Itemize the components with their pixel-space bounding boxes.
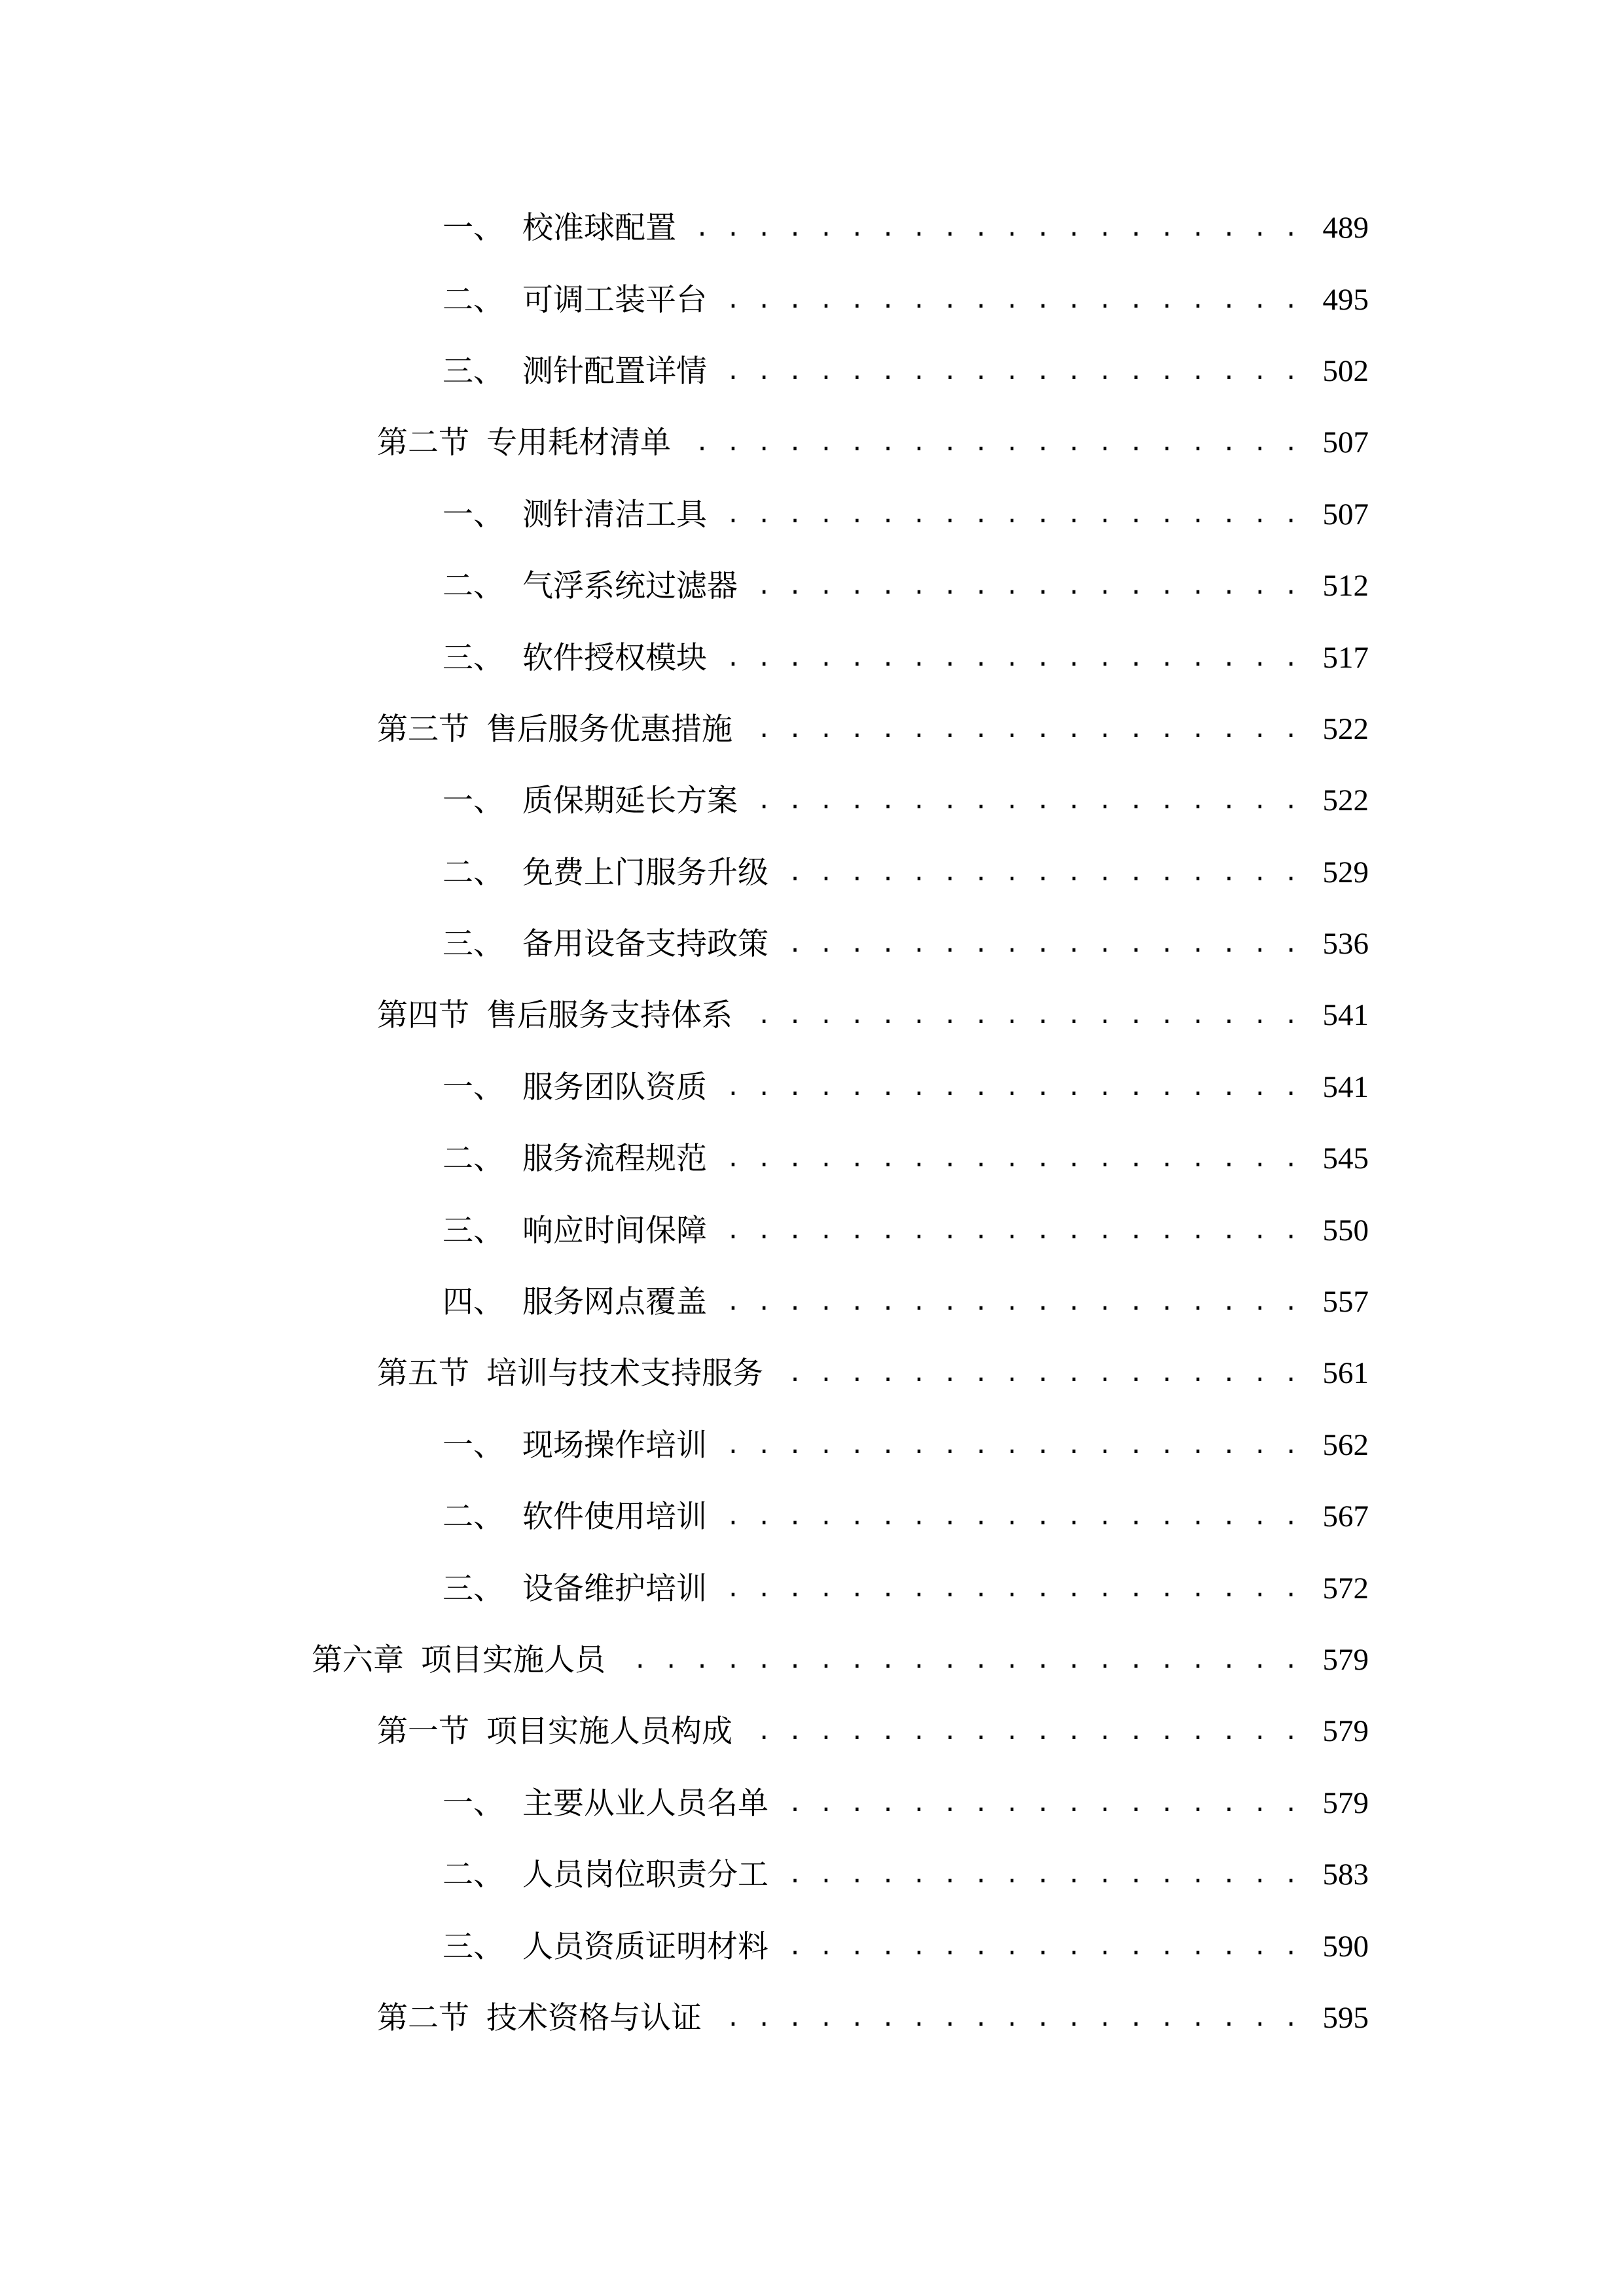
toc-entry-page-number: 507 (1322, 497, 1369, 531)
toc-entry-page-number: 595 (1322, 2000, 1369, 2035)
toc-entry-item[interactable] (0, 192, 1624, 264)
toc-entry-section[interactable] (0, 407, 1624, 478)
toc-entry-title: 主要从业人员名单 (522, 1785, 768, 1821)
toc-dot-leader (771, 1358, 1299, 1389)
toc-entry-page-number: 583 (1322, 1857, 1369, 1892)
toc-entry-page-number: 522 (1322, 783, 1369, 818)
toc-entry-title: 免费上门服务升级 (522, 854, 768, 891)
toc-entry-title: 服务团队资质 (522, 1069, 707, 1105)
toc-entry-number: 二、 (442, 1857, 504, 1893)
toc-entry-title: 服务网点覆盖 (522, 1284, 707, 1321)
toc-entry-title: 测针清洁工具 (522, 496, 707, 533)
toc-entry-page-number: 562 (1322, 1427, 1369, 1462)
toc-entry-item[interactable] (0, 1123, 1624, 1194)
toc-entry-number: 一、 (442, 210, 504, 247)
toc-entry-item[interactable] (0, 336, 1624, 407)
toc-entry-number: 第三节 (377, 711, 469, 747)
toc-entry-number: 三、 (442, 639, 504, 676)
toc-dot-leader (715, 1430, 1299, 1461)
toc-entry-number: 三、 (442, 926, 504, 963)
toc-entry-number: 三、 (442, 1928, 504, 1965)
toc-entry-number: 二、 (442, 1141, 504, 1177)
toc-entry-section[interactable] (0, 980, 1624, 1051)
toc-entry-page-number: 561 (1322, 1356, 1369, 1391)
toc-entry-number: 第二节 (377, 425, 469, 461)
toc-entry-section[interactable] (0, 694, 1624, 765)
toc-entry-page-number: 579 (1322, 1785, 1369, 1820)
toc-dot-leader (679, 427, 1299, 458)
toc-entry-title: 可调工装平台 (522, 281, 707, 318)
toc-dot-leader (613, 1645, 1299, 1676)
toc-dot-leader (746, 571, 1299, 601)
toc-dot-leader (715, 1143, 1299, 1174)
toc-entry-title: 售后服务优惠措施 (486, 711, 732, 747)
toc-dot-leader (740, 1716, 1299, 1747)
toc-dot-leader (776, 1788, 1299, 1819)
toc-entry-number: 第六章 (312, 1642, 404, 1678)
toc-entry-number: 一、 (442, 1427, 504, 1463)
toc-entry-number: 四、 (442, 1284, 504, 1321)
toc-entry-number: 二、 (442, 1499, 504, 1535)
toc-dot-leader (776, 929, 1299, 960)
toc-entry-number: 第一节 (377, 1713, 469, 1750)
table-of-contents (0, 192, 1624, 2054)
toc-entry-title: 气浮系统过滤器 (522, 568, 738, 605)
toc-entry-number: 一、 (442, 1069, 504, 1105)
toc-entry-number: 第五节 (377, 1355, 469, 1392)
toc-entry-page-number: 489 (1322, 211, 1369, 245)
toc-entry-item[interactable] (0, 1552, 1624, 1624)
toc-entry-page-number: 557 (1322, 1285, 1369, 1319)
toc-entry-item[interactable] (0, 837, 1624, 908)
toc-entry-title: 设备维护培训 (522, 1570, 707, 1607)
toc-entry-section[interactable] (0, 1982, 1624, 2054)
toc-entry-item[interactable] (0, 1910, 1624, 1982)
toc-entry-item[interactable] (0, 1194, 1624, 1266)
toc-entry-number: 一、 (442, 496, 504, 533)
toc-entry-item[interactable] (0, 264, 1624, 335)
toc-dot-leader (715, 285, 1299, 315)
toc-entry-section[interactable] (0, 1338, 1624, 1409)
toc-entry-page-number: 550 (1322, 1213, 1369, 1247)
toc-dot-leader (715, 1573, 1299, 1604)
toc-entry-page-number: 572 (1322, 1571, 1369, 1605)
toc-dot-leader (740, 714, 1299, 745)
toc-entry-item[interactable] (0, 1768, 1624, 1839)
toc-entry-title: 备用设备支持政策 (522, 926, 768, 963)
toc-entry-title: 技术资格与认证 (486, 2000, 702, 2036)
toc-entry-title: 项目实施人员构成 (486, 1713, 732, 1750)
toc-entry-number: 三、 (442, 353, 504, 389)
toc-entry-title: 软件使用培训 (522, 1499, 707, 1535)
toc-entry-title: 专用耗材清单 (486, 425, 671, 461)
toc-entry-page-number: 495 (1322, 282, 1369, 317)
toc-entry-item[interactable] (0, 622, 1624, 693)
toc-entry-title: 校准球配置 (522, 210, 676, 247)
toc-dot-leader (710, 2003, 1299, 2034)
toc-entry-item[interactable] (0, 1410, 1624, 1481)
toc-entry-title: 人员资质证明材料 (522, 1928, 768, 1965)
toc-entry-page-number: 512 (1322, 569, 1369, 603)
toc-dot-leader (715, 499, 1299, 530)
toc-entry-section[interactable] (0, 1696, 1624, 1767)
toc-entry-title: 软件授权模块 (522, 639, 707, 676)
toc-entry-title: 服务流程规范 (522, 1141, 707, 1177)
toc-entry-number: 二、 (442, 854, 504, 891)
toc-entry-title: 测针配置详情 (522, 353, 707, 389)
toc-entry-page-number: 579 (1322, 1714, 1369, 1749)
toc-dot-leader (715, 1072, 1299, 1103)
toc-entry-page-number: 545 (1322, 1141, 1369, 1176)
toc-entry-number: 一、 (442, 1785, 504, 1821)
toc-entry-title: 人员岗位职责分工 (522, 1857, 768, 1893)
toc-entry-page-number: 536 (1322, 927, 1369, 961)
toc-entry-number: 第二节 (377, 2000, 469, 2036)
toc-dot-leader (715, 1215, 1299, 1246)
toc-entry-number: 二、 (442, 568, 504, 605)
toc-entry-title: 项目实施人员 (421, 1642, 605, 1678)
toc-entry-page-number: 590 (1322, 1929, 1369, 1964)
toc-entry-title: 培训与技术支持服务 (486, 1355, 763, 1392)
toc-entry-item[interactable] (0, 1266, 1624, 1338)
toc-entry-page-number: 517 (1322, 640, 1369, 675)
toc-dot-leader (715, 643, 1299, 673)
toc-entry-item[interactable] (0, 908, 1624, 980)
toc-dot-leader (776, 1859, 1299, 1890)
toc-dot-leader (715, 356, 1299, 387)
toc-entry-page-number: 502 (1322, 353, 1369, 388)
toc-entry-title: 响应时间保障 (522, 1212, 707, 1249)
toc-entry-chapter[interactable] (0, 1624, 1624, 1696)
toc-entry-title: 质保期延长方案 (522, 783, 738, 819)
toc-entry-item[interactable] (0, 1481, 1624, 1552)
toc-dot-leader (776, 1931, 1299, 1962)
toc-entry-number: 二、 (442, 281, 504, 318)
toc-entry-title: 售后服务支持体系 (486, 997, 732, 1034)
toc-entry-number: 三、 (442, 1212, 504, 1249)
toc-entry-page-number: 579 (1322, 1643, 1369, 1677)
toc-entry-page-number: 522 (1322, 711, 1369, 746)
toc-entry-page-number: 507 (1322, 425, 1369, 460)
toc-entry-item[interactable] (0, 550, 1624, 622)
toc-entry-item[interactable] (0, 765, 1624, 836)
toc-entry-page-number: 541 (1322, 998, 1369, 1033)
toc-entry-page-number: 541 (1322, 1069, 1369, 1104)
toc-entry-item[interactable] (0, 479, 1624, 550)
toc-dot-leader (776, 857, 1299, 888)
toc-dot-leader (715, 1501, 1299, 1532)
toc-entry-number: 三、 (442, 1570, 504, 1607)
toc-dot-leader (715, 1287, 1299, 1318)
toc-entry-number: 一、 (442, 783, 504, 819)
toc-entry-page-number: 529 (1322, 855, 1369, 889)
toc-dot-leader (746, 785, 1299, 816)
toc-entry-item[interactable] (0, 1839, 1624, 1910)
toc-dot-leader (684, 213, 1299, 243)
toc-entry-item[interactable] (0, 1052, 1624, 1123)
toc-dot-leader (740, 1000, 1299, 1031)
toc-entry-number: 第四节 (377, 997, 469, 1034)
toc-entry-page-number: 567 (1322, 1499, 1369, 1534)
toc-entry-title: 现场操作培训 (522, 1427, 707, 1463)
